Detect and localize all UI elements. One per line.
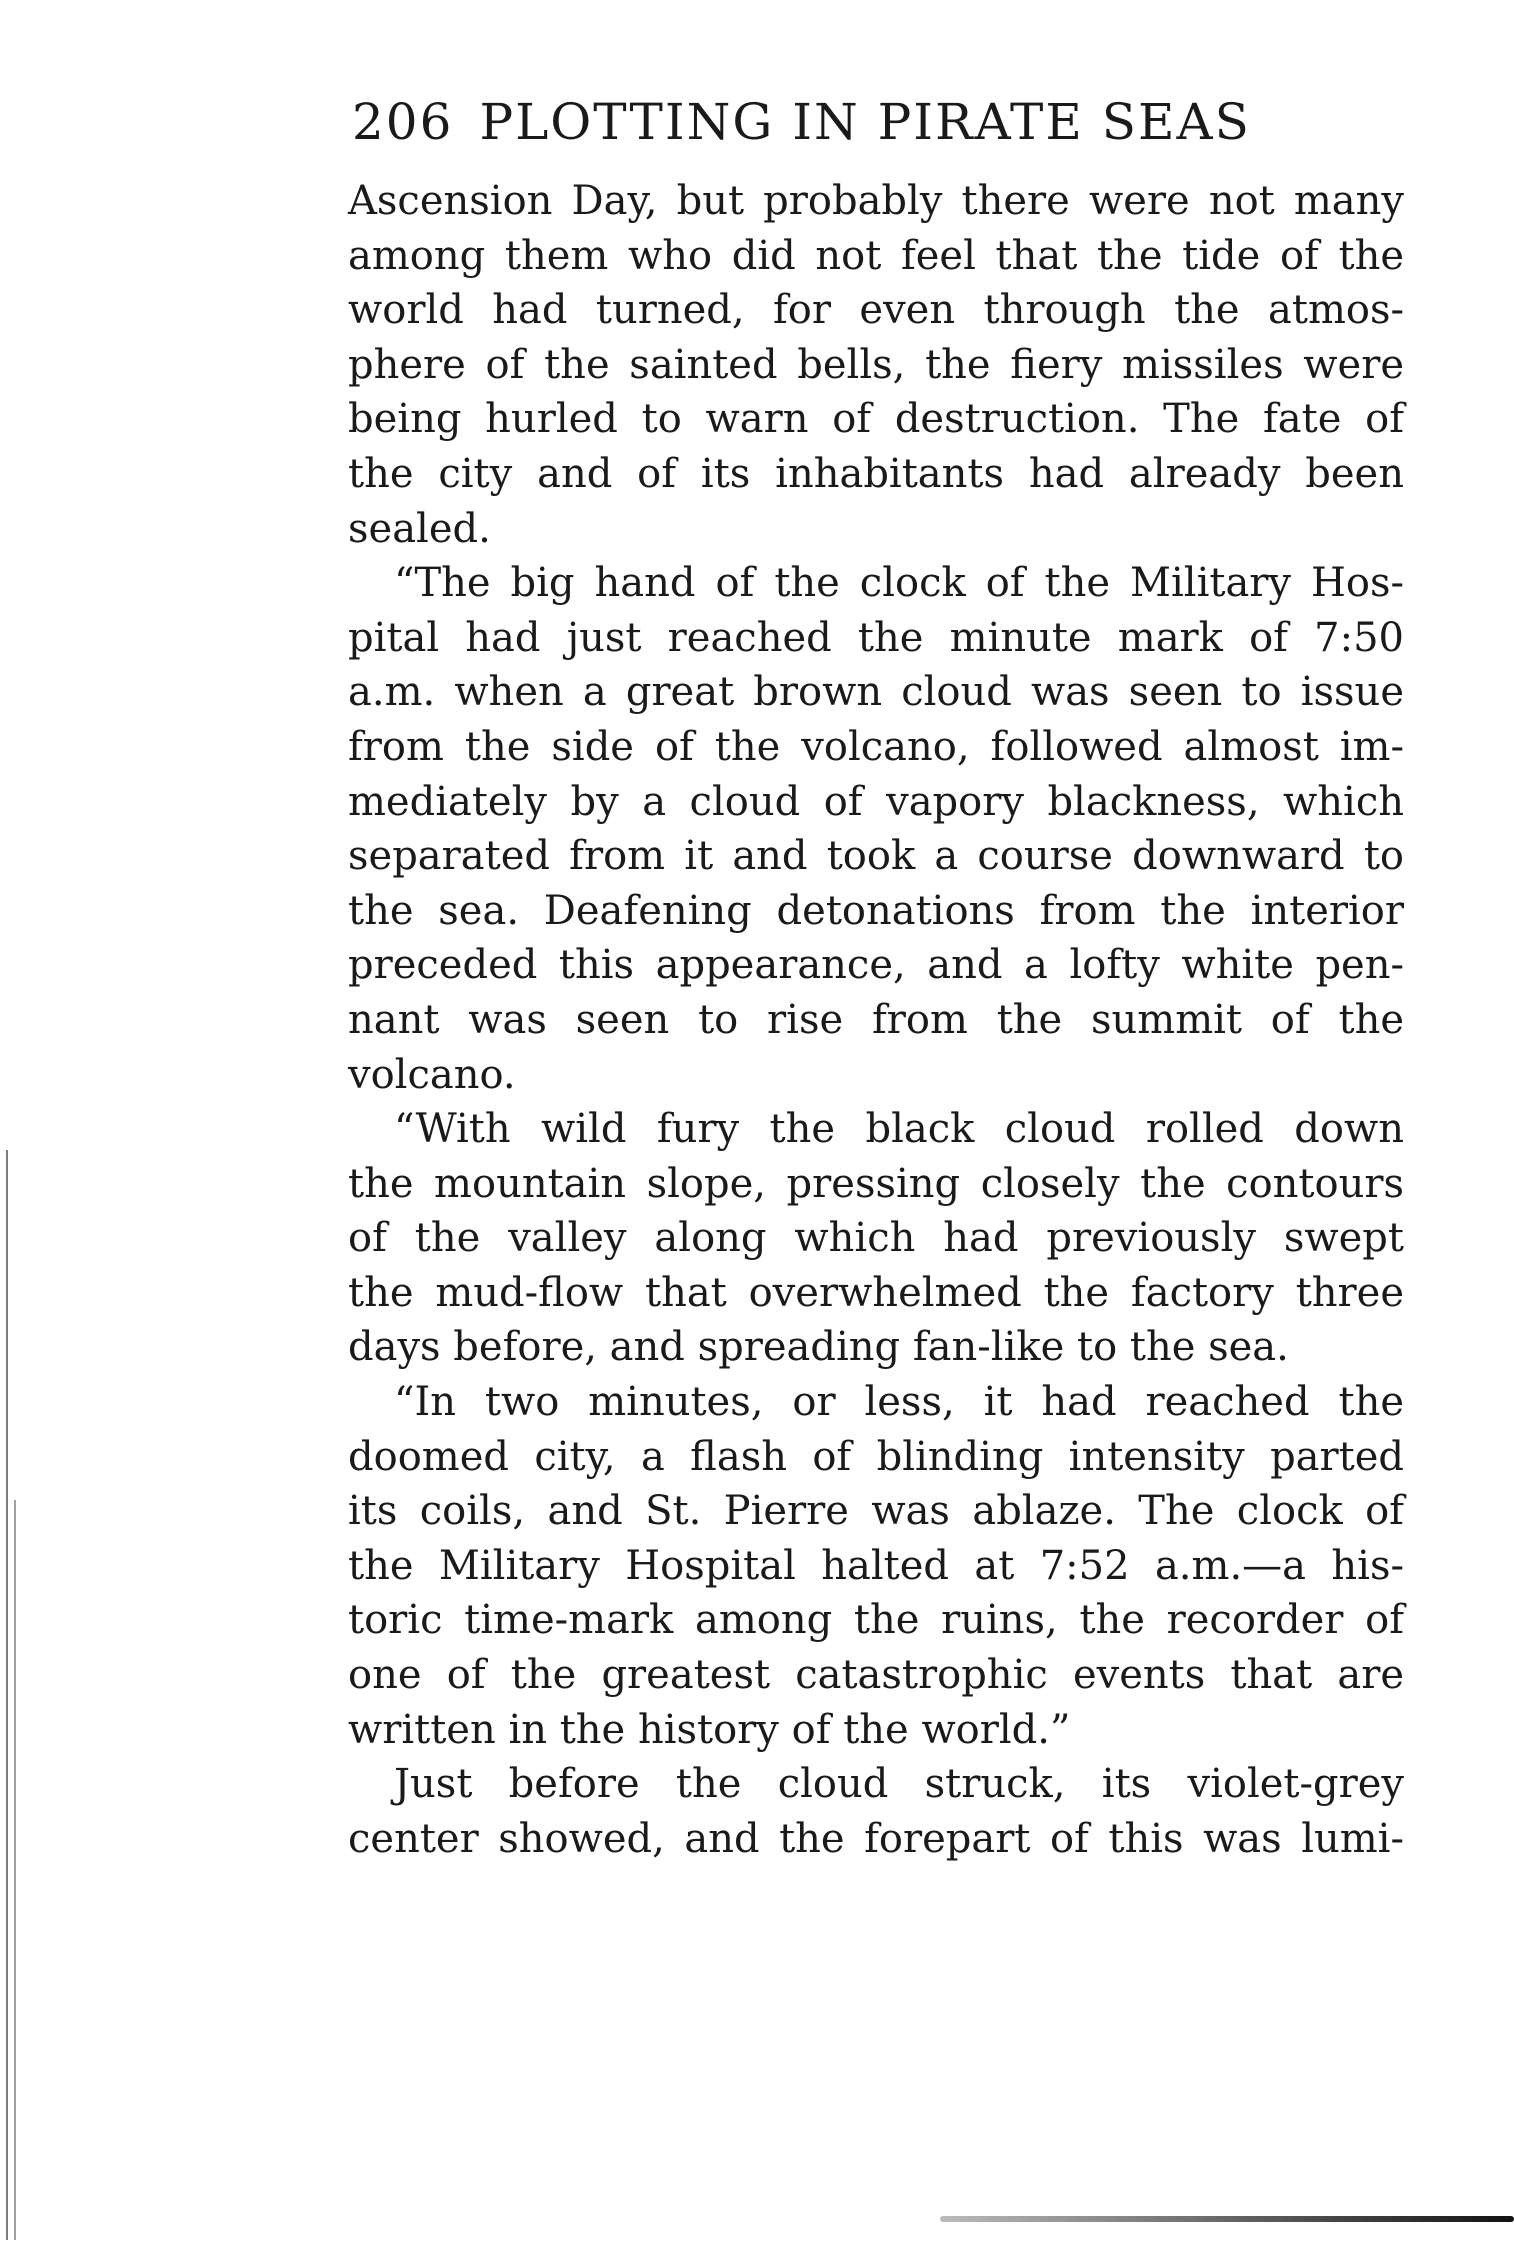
text-line: a.m. when a great brown cloud was seen to issue (348, 669, 1404, 716)
text-line: preceded this appearance, and a lofty white pen- (348, 942, 1404, 989)
running-title: PLOTTING IN PIRATE SEAS (479, 93, 1251, 151)
text-line: Just before the cloud struck, its violet-grey (394, 1761, 1404, 1808)
text-line: the sea. Deafening detonations from the interior (348, 887, 1404, 934)
text-line: written in the history of the world.” (348, 1706, 1071, 1753)
scan-edge-line (14, 1500, 16, 2240)
text-line: from the side of the volcano, followed almost im- (348, 723, 1404, 770)
text-line: among them who did not feel that the tide of the (348, 232, 1404, 279)
text-line: pital had just reached the minute mark of 7:50 (348, 614, 1404, 661)
text-line: being hurled to warn of destruction. The fate of (348, 396, 1404, 443)
text-line: sealed. (348, 505, 491, 552)
text-line: separated from it and took a course downward to (348, 833, 1404, 880)
text-line: doomed city, a flash of blinding intensity parted (348, 1433, 1404, 1480)
scan-bottom-mark (940, 2216, 1514, 2222)
scan-edge-line (6, 1150, 8, 2240)
text-line: the city and of its inhabitants had already been (348, 450, 1404, 497)
text-line: “In two minutes, or less, it had reached the (394, 1379, 1404, 1426)
text-line: the mountain slope, pressing closely the contours (348, 1160, 1404, 1207)
text-line: one of the greatest catastrophic events that are (348, 1652, 1404, 1699)
text-line: “The big hand of the clock of the Military Hos- (394, 560, 1404, 607)
text-line: world had turned, for even through the atmos- (348, 287, 1404, 334)
text-line: volcano. (348, 1051, 516, 1098)
text-line: toric time-mark among the ruins, the recorder of (348, 1597, 1404, 1644)
text-line: the mud-flow that overwhelmed the factory three (348, 1269, 1404, 1316)
body-text (348, 174, 1404, 1866)
page-number: 206 (352, 93, 454, 151)
text-line: nant was seen to rise from the summit of the (348, 996, 1404, 1043)
text-line: its coils, and St. Pierre was ablaze. The clock of (348, 1488, 1404, 1535)
text-line: “With wild fury the black cloud rolled down (394, 1106, 1404, 1153)
text-line: phere of the sainted bells, the fiery missiles were (348, 341, 1404, 388)
text-line: center showed, and the forepart of this was lumi- (348, 1815, 1404, 1862)
running-header (352, 92, 1402, 152)
text-line: Ascension Day, but probably there were not many (348, 178, 1404, 224)
text-line: the Military Hospital halted at 7:52 a.m.—a his- (348, 1542, 1404, 1589)
text-line: days before, and spreading fan-like to the sea. (348, 1324, 1289, 1371)
text-line: mediately by a cloud of vapory blackness, which (348, 778, 1404, 825)
text-line: of the valley along which had previously swept (348, 1215, 1404, 1262)
